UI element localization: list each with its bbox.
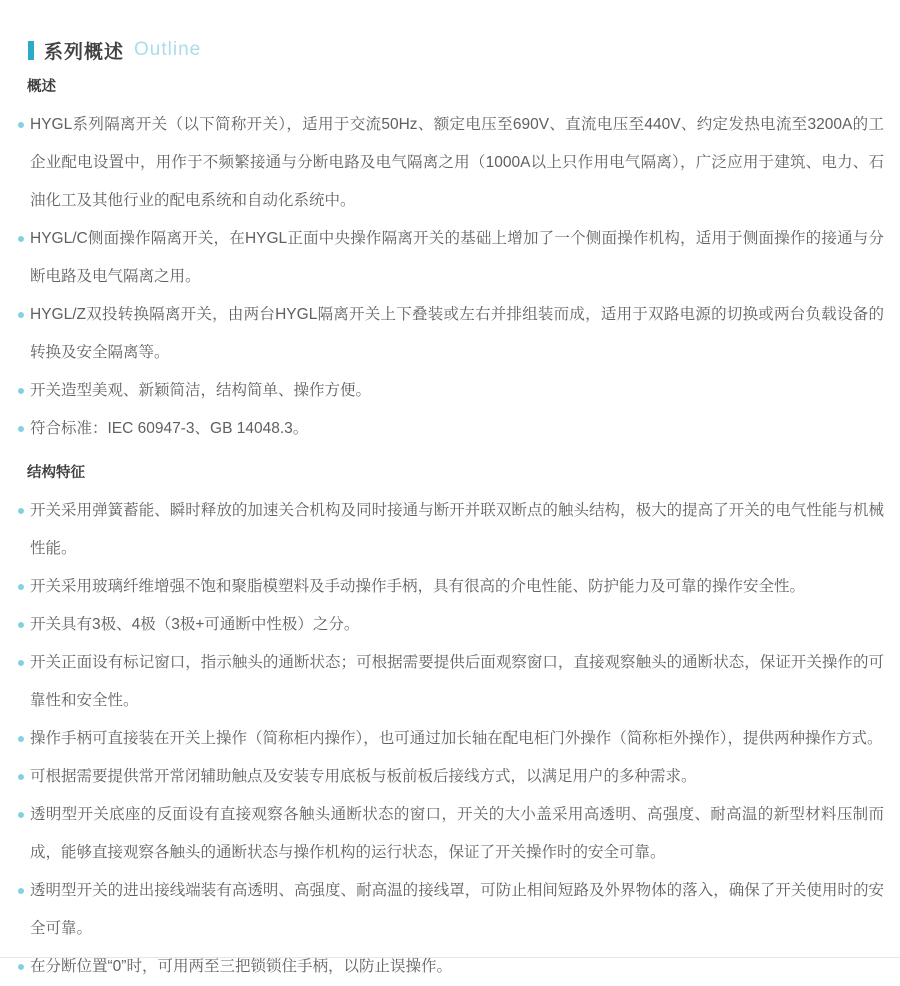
bullet-text: 操作手柄可直接装在开关上操作（简称柜内操作），也可通过加长轴在配电柜门外操作（简称柜外操作），提供两种操作方式。 bbox=[30, 730, 883, 747]
subsection-heading-overview: 概述 bbox=[27, 79, 56, 95]
bullet-text: 开关造型美观、新颖简洁，结构简单、操作方便。 bbox=[30, 382, 372, 399]
bullet-text: 透明型开关底座的反面设有直接观察各触头通断状态的窗口，开关的大小盖采用高透明、高强度、耐高温的新型材料压制而成，能够直接观察各触头的通断状态与操作机构的运行状态，保证了开关操作时的安全可靠。 bbox=[30, 806, 884, 861]
bullet-text: 开关正面设有标记窗口，指示触头的通断状态；可根据需要提供后面观察窗口，直接观察触头的通断状态，保证开关操作的可靠性和安全性。 bbox=[30, 654, 884, 709]
subsection-heading-structure: 结构特征 bbox=[27, 465, 85, 481]
bullet-text: HYGL/C侧面操作隔离开关，在HYGL正面中央操作隔离开关的基础上增加了一个侧面操作机构，适用于侧面操作的接通与分断电路及电气隔离之用。 bbox=[30, 230, 884, 285]
list-item bbox=[30, 220, 884, 296]
list-item bbox=[30, 296, 884, 372]
bullet-dot-icon bbox=[18, 584, 24, 590]
overview-bullet-list bbox=[30, 106, 884, 448]
bullet-text: 在分断位置“0”时，可用两至三把锁锁住手柄，以防止误操作。 bbox=[30, 958, 452, 975]
list-item bbox=[30, 796, 884, 872]
bullet-text: 符合标准：IEC 60947-3、GB 14048.3。 bbox=[30, 420, 309, 437]
bottom-divider bbox=[0, 957, 900, 958]
bullet-dot-icon bbox=[18, 622, 24, 628]
bullet-dot-icon bbox=[18, 888, 24, 894]
page-title: 系列概述 bbox=[44, 41, 125, 63]
list-item bbox=[30, 372, 884, 410]
bullet-dot-icon bbox=[18, 388, 24, 394]
bullet-dot-icon bbox=[18, 508, 24, 514]
bullet-dot-icon bbox=[18, 660, 24, 666]
bullet-text: 开关采用玻璃纤维增强不饱和聚脂模塑料及手动操作手柄，具有很高的介电性能、防护能力及可靠的操作安全性。 bbox=[30, 578, 806, 595]
bullet-dot-icon bbox=[18, 426, 24, 432]
list-item bbox=[30, 106, 884, 220]
bullet-text: 开关采用弹簧蓄能、瞬时释放的加速关合机构及同时接通与断开并联双断点的触头结构，极大的提高了开关的电气性能与机械性能。 bbox=[30, 502, 884, 557]
series-outline-page bbox=[0, 38, 900, 975]
list-item bbox=[30, 948, 884, 986]
bullet-dot-icon bbox=[18, 736, 24, 742]
bullet-dot-icon bbox=[18, 774, 24, 780]
accent-bar-icon bbox=[28, 41, 34, 60]
list-item bbox=[30, 568, 884, 606]
bullet-dot-icon bbox=[18, 312, 24, 318]
bullet-dot-icon bbox=[18, 236, 24, 242]
bullet-dot-icon bbox=[18, 812, 24, 818]
structure-bullet-list bbox=[30, 492, 884, 986]
bullet-text: 透明型开关的进出接线端装有高透明、高强度、耐高温的接线罩，可防止相间短路及外界物体的落入，确保了开关使用时的安全可靠。 bbox=[30, 882, 884, 937]
bullet-text: HYGL/Z双投转换隔离开关，由两台HYGL隔离开关上下叠装或左右并排组装而成，适用于双路电源的切换或两台负载设备的转换及安全隔离等。 bbox=[30, 306, 884, 361]
page-subtitle: Outline bbox=[134, 39, 202, 60]
list-item bbox=[30, 758, 884, 796]
list-item bbox=[30, 720, 884, 758]
list-item bbox=[30, 644, 884, 720]
list-item bbox=[30, 492, 884, 568]
page-header bbox=[28, 38, 900, 62]
bullet-dot-icon bbox=[18, 964, 24, 970]
bullet-dot-icon bbox=[18, 122, 24, 128]
list-item bbox=[30, 872, 884, 948]
bullet-text: HYGL系列隔离开关（以下简称开关），适用于交流50Hz、额定电压至690V、直流电压至440V、约定发热电流至3200A的工企业配电设置中，用作于不频繁接通与分断电路及电气隔离之用（1000A以上只作用电气隔离），广泛应用于建筑、电力、石油化工及其他行业的配电系统和自动化系统中。 bbox=[30, 116, 884, 209]
bullet-text: 可根据需要提供常开常闭辅助触点及安装专用底板与板前板后接线方式，以满足用户的多种需求。 bbox=[30, 768, 697, 785]
list-item bbox=[30, 410, 884, 448]
bullet-text: 开关具有3极、4极（3极+可通断中性极）之分。 bbox=[30, 616, 360, 633]
list-item bbox=[30, 606, 884, 644]
